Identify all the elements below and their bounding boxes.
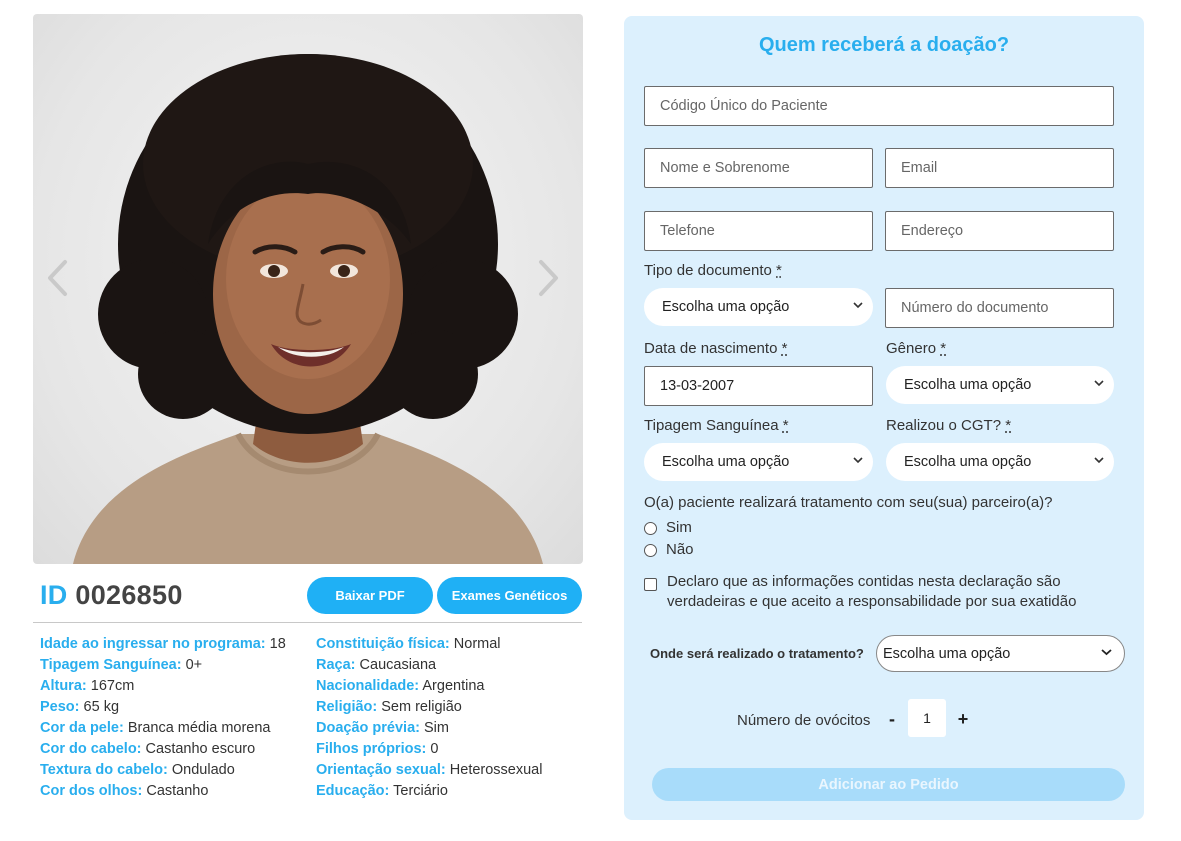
name-input[interactable]: Nome e Sobrenome	[644, 148, 873, 188]
attribute-key: Peso:	[40, 699, 80, 715]
recipient-form-panel	[624, 16, 1144, 820]
declaration-text: Declaro que as informações contidas nesta declaração são verdadeiras e que aceito a responsabilidade por sua exatidão	[667, 573, 1077, 610]
donor-id-row	[40, 577, 582, 617]
oocytes-quantity-input[interactable]: 1	[908, 699, 946, 737]
select-value: Escolha uma opção	[904, 377, 1032, 393]
select-value: Escolha uma opção	[662, 299, 790, 315]
attribute-row	[40, 760, 286, 781]
attribute-key: Filhos próprios:	[316, 741, 427, 757]
required-mark: *	[1005, 417, 1012, 434]
donor-id-title	[40, 580, 183, 611]
add-to-order-button[interactable]: Adicionar ao Pedido	[652, 768, 1125, 801]
treatment-location-select[interactable]	[876, 635, 1125, 672]
divider	[33, 622, 582, 623]
donor-photo	[33, 14, 583, 564]
attribute-row	[316, 739, 542, 760]
attribute-value: Normal	[453, 636, 501, 652]
required-mark: *	[782, 417, 789, 434]
id-prefix: ID	[40, 580, 68, 610]
declaration-checkbox[interactable]	[644, 578, 657, 591]
radio-yes[interactable]	[644, 519, 692, 536]
oocytes-label: Número de ovócitos	[737, 712, 871, 729]
genetic-exams-button[interactable]: Exames Genéticos	[437, 577, 582, 614]
attribute-key: Raça:	[316, 657, 356, 673]
attribute-value: Argentina	[422, 678, 485, 694]
patient-code-input[interactable]: Código Único do Paciente	[644, 86, 1114, 126]
donor-attributes-left	[40, 634, 286, 802]
birth-date-label-text: Data de nascimento	[644, 340, 778, 357]
donor-photo-carousel	[33, 14, 583, 564]
radio-yes-label: Sim	[666, 519, 692, 536]
birth-date-input[interactable]: 13-03-2007	[644, 366, 873, 406]
blood-type-select[interactable]	[644, 443, 873, 481]
attribute-row	[40, 781, 286, 802]
radio-no[interactable]	[644, 541, 694, 558]
attribute-value: 0	[430, 741, 439, 757]
chevron-left-icon	[46, 259, 68, 297]
attribute-key: Altura:	[40, 678, 87, 694]
attribute-value: Heterossexual	[449, 762, 543, 778]
attribute-key: Cor da pele:	[40, 720, 124, 736]
attribute-value: Caucasiana	[359, 657, 437, 673]
attribute-row	[40, 718, 286, 739]
email-input[interactable]: Email	[885, 148, 1114, 188]
attribute-key: Religião:	[316, 699, 378, 715]
attribute-value: Sim	[424, 720, 449, 736]
doc-type-label	[644, 262, 782, 279]
chevron-down-icon	[1094, 379, 1104, 387]
id-number: 0026850	[75, 580, 183, 610]
phone-input[interactable]: Telefone	[644, 211, 873, 251]
attribute-row	[316, 697, 542, 718]
attribute-row	[40, 634, 286, 655]
select-value: Escolha uma opção	[662, 454, 790, 470]
chevron-down-icon	[1094, 456, 1104, 464]
attribute-row	[40, 676, 286, 697]
attribute-value: 65 kg	[83, 699, 120, 715]
select-value: Escolha uma opção	[883, 645, 1011, 662]
attribute-row	[316, 718, 542, 739]
attribute-row	[316, 655, 542, 676]
attribute-row	[40, 739, 286, 760]
oocytes-increment-button[interactable]: +	[957, 709, 969, 729]
blood-type-label	[644, 417, 789, 434]
attribute-value: Branca média morena	[127, 720, 271, 736]
attribute-row	[40, 697, 286, 718]
gender-label	[886, 340, 946, 357]
attribute-value: Castanho escuro	[145, 741, 256, 757]
attribute-key: Orientação sexual:	[316, 762, 446, 778]
radio-no-label: Não	[666, 541, 694, 558]
attribute-row	[316, 781, 542, 802]
attribute-value: Ondulado	[171, 762, 235, 778]
attribute-key: Constituição física:	[316, 636, 450, 652]
attribute-key: Idade ao ingressar no programa:	[40, 636, 266, 652]
attribute-value: Castanho	[146, 783, 209, 799]
form-title: Quem receberá a doação?	[758, 34, 1010, 56]
required-mark: *	[940, 340, 947, 357]
declaration-checkbox-row[interactable]	[644, 572, 1124, 612]
birth-date-label	[644, 340, 787, 357]
doc-type-label-text: Tipo de documento	[644, 262, 772, 279]
chevron-down-icon	[1101, 648, 1112, 656]
radio-button[interactable]	[644, 522, 657, 535]
attribute-row	[40, 655, 286, 676]
radio-button[interactable]	[644, 544, 657, 557]
required-mark: *	[781, 340, 788, 357]
required-mark: *	[776, 262, 782, 279]
blood-type-label-text: Tipagem Sanguínea	[644, 417, 779, 434]
attribute-value: 18	[269, 636, 286, 652]
attribute-key: Cor do cabelo:	[40, 741, 142, 757]
attribute-key: Nacionalidade:	[316, 678, 420, 694]
attribute-value: 167cm	[90, 678, 135, 694]
attribute-row	[316, 760, 542, 781]
cgt-select[interactable]	[886, 443, 1114, 481]
treatment-location-label: Onde será realizado o tratamento?	[650, 646, 864, 661]
chevron-down-icon	[853, 301, 863, 309]
doc-number-input[interactable]: Número do documento	[885, 288, 1114, 328]
attribute-key: Cor dos olhos:	[40, 783, 143, 799]
attribute-value: Sem religião	[381, 699, 462, 715]
gender-select[interactable]	[886, 366, 1114, 404]
gender-label-text: Gênero	[886, 340, 937, 357]
attribute-value: 0+	[185, 657, 203, 673]
attribute-row	[316, 676, 542, 697]
carousel-prev-button[interactable]	[37, 248, 77, 308]
partner-question: O(a) paciente realizará tratamento com seu(sua) parceiro(a)?	[644, 494, 1053, 511]
attribute-key: Tipagem Sanguínea:	[40, 657, 182, 673]
oocytes-decrement-button[interactable]: -	[889, 709, 895, 729]
chevron-down-icon	[853, 456, 863, 464]
address-input[interactable]: Endereço	[885, 211, 1114, 251]
attribute-key: Textura do cabelo:	[40, 762, 168, 778]
attribute-key: Doação prévia:	[316, 720, 420, 736]
attribute-value: Terciário	[393, 783, 448, 799]
carousel-next-button[interactable]	[529, 248, 569, 308]
select-value: Escolha uma opção	[904, 454, 1032, 470]
download-pdf-button[interactable]: Baixar PDF	[307, 577, 433, 614]
attribute-key: Educação:	[316, 783, 390, 799]
donor-attributes-right	[316, 634, 542, 802]
chevron-right-icon	[538, 259, 560, 297]
cgt-label-text: Realizou o CGT?	[886, 417, 1002, 434]
cgt-label	[886, 417, 1011, 434]
attribute-row	[316, 634, 542, 655]
doc-type-select[interactable]	[644, 288, 873, 326]
